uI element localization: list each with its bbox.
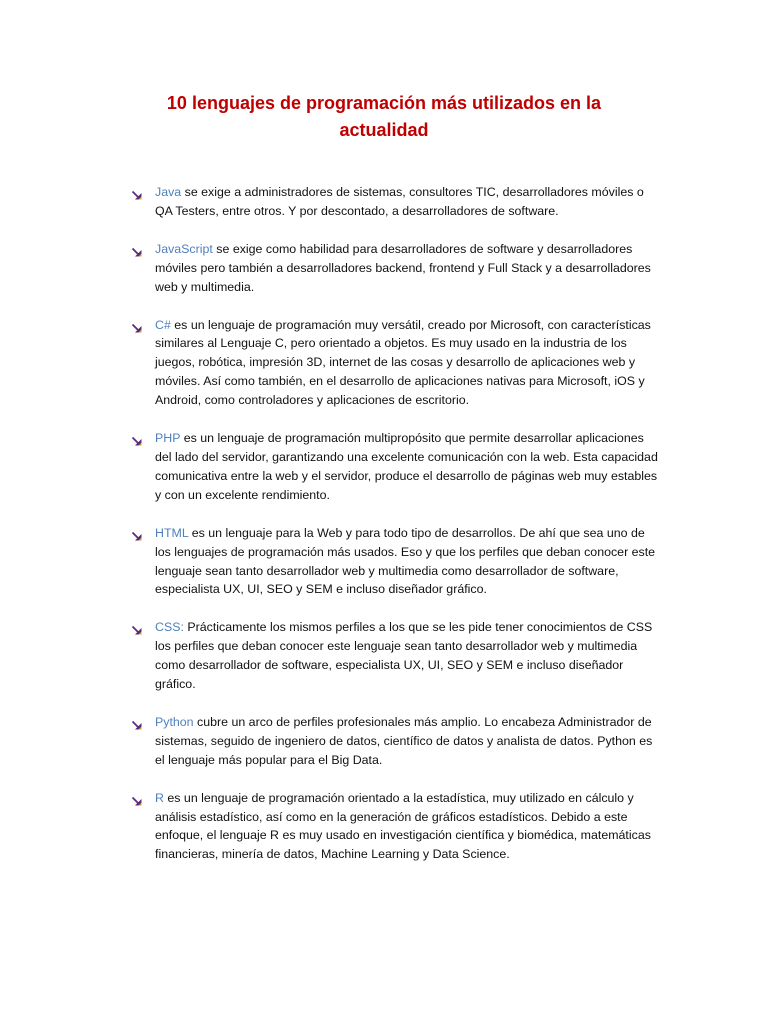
language-description: es un lenguaje de programación multipropósito que permite desarrollar aplicaciones del lado del servidor, garantizando una excelente comunicación con la web. Esta capacidad comunicativa entre la web y el servidor, produce el desarrollo de páginas web muy estables y con un excelente rendimiento. — [155, 431, 658, 502]
arrow-down-right-bullet-icon — [131, 434, 143, 445]
language-name: CSS: — [155, 620, 184, 635]
language-description: Prácticamente los mismos perfiles a los que se les pide tener conocimientos de CSS los perfiles que deban conocer este lenguaje sean tanto desarrollador web y multimedia como desarrollador de software, especialista UX, UI, SEO y SEM e incluso diseñador gráfico. — [155, 620, 653, 692]
list-item-css — [131, 618, 661, 694]
arrow-down-right-bullet-icon — [131, 245, 143, 256]
document-title — [0, 90, 768, 144]
arrow-down-right-bullet-icon — [131, 321, 143, 332]
language-description: cubre un arco de perfiles profesionales más amplio. Lo encabeza Administrador de sistemas, seguido de ingeniero de datos, científico de datos y analista de datos. Python es el lenguaje más popular para el Big Data. — [155, 714, 653, 767]
arrow-down-right-bullet-icon — [131, 794, 143, 805]
arrow-down-right-bullet-icon — [131, 623, 143, 634]
language-name: HTML — [155, 525, 189, 540]
language-description: es un lenguaje de programación muy versátil, creado por Microsoft, con características similares al Lenguaje C, pero orientado a objetos. Es muy usado en la industria de los juegos, robótica, impresión 3D, internet de las cosas y desarrollo de aplicaciones web y móviles. Así como también, en el desarrollo de aplicaciones nativas para Microsoft, iOS y Android, como controladores y aplicaciones de escritorio. — [155, 317, 651, 408]
arrow-down-right-bullet-icon — [131, 188, 143, 199]
arrow-down-right-bullet-icon — [131, 529, 143, 540]
list-item-csharp — [131, 316, 661, 411]
language-name: PHP — [155, 431, 181, 446]
language-description: se exige como habilidad para desarrolladores de software y desarrolladores móviles pero también a desarrolladores backend, frontend y Full Stack y a desarrolladores web y multimedia. — [155, 241, 651, 294]
document-title-line-2: actualidad — [339, 120, 429, 140]
language-name: C# — [155, 317, 171, 332]
languages-list — [131, 183, 661, 883]
language-description: es un lenguaje de programación orientado a la estadística, muy utilizado en cálculo y análisis estadístico, así como en la generación de gráficos estadísticos. Debido a este enfoque, el lenguaje R es muy usado en investigación científica y biomédica, matemáticas financieras, minería de datos, Machine Learning y Data Science. — [155, 790, 651, 862]
arrow-down-right-bullet-icon — [131, 718, 143, 729]
language-name: Python — [155, 714, 194, 729]
list-item-java — [131, 183, 661, 221]
list-item-php — [131, 429, 661, 505]
list-item-python — [131, 713, 661, 770]
document-title-line-1: 10 lenguajes de programación más utilizados en la — [166, 93, 602, 113]
list-item-html — [131, 524, 661, 600]
language-name: JavaScript — [155, 241, 213, 256]
list-item-javascript — [131, 240, 661, 297]
list-item-r — [131, 789, 661, 865]
language-description: es un lenguaje para la Web y para todo tipo de desarrollos. De ahí que sea uno de los lenguajes de programación más usados. Eso y que los perfiles que deban conocer este lenguaje sean tanto desarrollador web y multimedia como desarrollador de software, especialista UX, UI, SEO y SEM e incluso diseñador gráfico. — [155, 525, 656, 597]
language-name: Java — [155, 185, 182, 199]
language-name: R — [155, 790, 164, 805]
language-description: se exige a administradores de sistemas, consultores TIC, desarrolladores móviles o QA Testers, entre otros. Y por descontado, a desarrolladores de software. — [155, 185, 644, 218]
